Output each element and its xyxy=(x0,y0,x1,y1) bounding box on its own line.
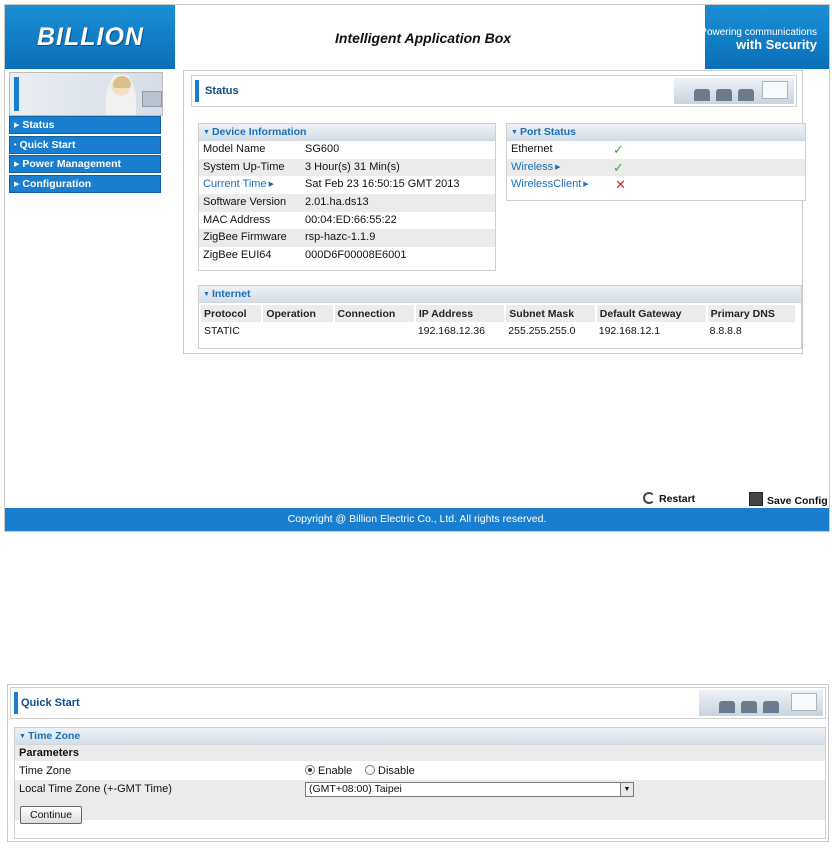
col-ip-address: IP Address xyxy=(415,305,505,322)
info-row-zigbee-firmware xyxy=(199,229,495,247)
tagline-line2: with Security xyxy=(736,37,817,52)
caret-right-icon: ▶ xyxy=(555,163,561,171)
window-shape xyxy=(762,81,788,99)
copyright-text: Copyright @ Billion Electric Co., Ltd. All rights reserved. xyxy=(287,513,547,525)
table-row xyxy=(201,322,796,339)
local-time-zone-value: (GMT+08:00) Taipei xyxy=(309,783,402,795)
col-subnet-mask: Subnet Mask xyxy=(505,305,595,322)
floppy-disk-icon xyxy=(749,492,763,506)
caret-down-icon: ▼ xyxy=(203,129,210,136)
continue-button[interactable]: Continue xyxy=(20,806,82,824)
chair-shape xyxy=(716,89,732,101)
info-value: 2.01.ha.ds13 xyxy=(305,196,369,209)
cell-primary-dns: 8.8.8.8 xyxy=(709,324,742,337)
header-arc-left xyxy=(155,5,217,69)
sidebar-item-label: Status xyxy=(22,119,55,131)
device-info-heading[interactable] xyxy=(199,124,495,141)
wireless-client-link-label: WirelessClient xyxy=(511,178,582,191)
internet-table xyxy=(201,305,797,339)
local-time-zone-select[interactable] xyxy=(305,782,634,797)
cell-subnet-mask: 255.255.255.0 xyxy=(508,324,576,337)
info-value: Sat Feb 23 16:50:15 GMT 2013 xyxy=(305,178,460,191)
info-row-uptime xyxy=(199,159,495,177)
time-zone-heading-label: Time Zone xyxy=(27,730,81,742)
info-value: 00:04:ED:66:55:22 xyxy=(305,213,397,226)
sidebar-item-label: Quick Start xyxy=(19,138,76,151)
sidebar-item-label: Power Management xyxy=(22,158,121,170)
monitor-image xyxy=(142,91,162,107)
info-value: rsp-hazc-1.1.9 xyxy=(305,231,376,244)
port-status-heading-label: Port Status xyxy=(519,126,576,138)
col-connection: Connection xyxy=(334,305,415,322)
cross-icon: ✕ xyxy=(615,177,626,193)
sidebar-item-label: Configuration xyxy=(22,177,92,190)
caret-right-icon: ▶ xyxy=(268,181,274,189)
info-row-current-time xyxy=(199,176,495,194)
port-status-section xyxy=(506,123,806,201)
port-row-ethernet xyxy=(507,141,805,159)
internet-heading[interactable] xyxy=(199,286,801,303)
tagline-line1: Powering communications xyxy=(700,27,817,38)
page-title: Status xyxy=(205,85,239,97)
quick-start-title-bar xyxy=(10,687,826,719)
time-zone-row xyxy=(15,762,825,780)
disable-label: Disable xyxy=(378,765,415,777)
time-zone-section xyxy=(14,727,826,839)
port-key: Ethernet xyxy=(511,143,553,155)
radio-unselected-icon xyxy=(365,765,375,775)
parameters-heading: Parameters xyxy=(15,745,825,762)
restart-icon xyxy=(643,492,655,504)
sidebar-item-configuration[interactable] xyxy=(9,175,161,193)
office-banner-image xyxy=(674,78,794,104)
save-config-label: Save Config xyxy=(767,495,828,507)
port-row-wireless xyxy=(507,159,805,177)
title-accent-bar xyxy=(195,80,199,102)
restart-button[interactable] xyxy=(643,492,695,505)
sidebar-item-power-management[interactable] xyxy=(9,155,161,173)
chair-shape xyxy=(763,701,779,713)
enable-radio-option[interactable] xyxy=(305,762,352,780)
local-time-zone-label: Local Time Zone (+-GMT Time) xyxy=(19,783,172,795)
cell-ip-address: 192.168.12.36 xyxy=(417,324,485,337)
device-info-heading-label: Device Information xyxy=(211,126,307,138)
info-key: Software Version xyxy=(203,196,287,209)
info-key: Model Name xyxy=(203,143,266,155)
office-banner-image xyxy=(699,690,823,716)
cell-connection xyxy=(334,322,415,339)
tagline xyxy=(700,27,817,51)
quick-start-window xyxy=(7,684,829,842)
time-zone-heading[interactable] xyxy=(15,728,825,745)
restart-label: Restart xyxy=(659,493,696,505)
radio-selected-icon xyxy=(305,765,315,775)
billion-logo: BILLION xyxy=(37,23,144,51)
local-time-zone-row xyxy=(15,780,825,798)
wireless-link[interactable] xyxy=(511,159,561,177)
caret-down-icon: ▼ xyxy=(203,291,210,298)
info-value: SG600 xyxy=(305,143,340,155)
device-info-section xyxy=(198,123,496,271)
chair-shape xyxy=(694,89,710,101)
chair-shape xyxy=(741,701,757,713)
photo-accent-bar xyxy=(14,77,19,111)
disable-radio-option[interactable] xyxy=(365,762,415,780)
wireless-link-label: Wireless xyxy=(511,160,554,173)
caret-right-icon: ▶ xyxy=(14,180,20,188)
bullet-icon: • xyxy=(14,141,17,149)
info-key: System Up-Time xyxy=(203,160,285,173)
status-window xyxy=(4,4,830,532)
internet-section xyxy=(198,285,802,349)
cell-protocol: STATIC xyxy=(204,324,240,337)
cell-operation xyxy=(262,322,333,339)
current-time-link[interactable] xyxy=(203,176,274,194)
quick-start-title: Quick Start xyxy=(21,697,80,709)
info-key: ZigBee EUI64 xyxy=(203,249,272,262)
person-hair xyxy=(113,76,131,88)
sidebar-item-quick-start[interactable] xyxy=(9,136,161,154)
info-value: 3 Hour(s) 31 Min(s) xyxy=(305,160,400,173)
check-icon: ✓ xyxy=(613,142,624,157)
footer-bar xyxy=(5,508,829,531)
info-row-zigbee-eui64 xyxy=(199,247,495,265)
info-row-mac xyxy=(199,212,495,230)
save-config-button[interactable] xyxy=(749,492,828,507)
sidebar-item-status[interactable] xyxy=(9,116,161,134)
info-row-software xyxy=(199,194,495,212)
title-accent-bar xyxy=(14,692,18,714)
caret-down-icon: ▼ xyxy=(19,733,26,740)
chair-shape xyxy=(719,701,735,713)
cell-default-gateway: 192.168.12.1 xyxy=(598,324,661,337)
col-operation: Operation xyxy=(262,305,333,322)
caret-down-icon: ▼ xyxy=(511,129,518,136)
table-header-row xyxy=(201,305,796,322)
info-value: 000D6F00008E6001 xyxy=(305,249,407,262)
window-shape xyxy=(791,693,817,711)
sidebar-photo xyxy=(9,72,163,116)
status-content xyxy=(183,70,803,354)
sidebar-nav xyxy=(9,116,161,194)
chevron-down-icon: ▼ xyxy=(620,783,633,796)
col-default-gateway: Default Gateway xyxy=(596,305,707,322)
current-time-link-label: Current Time xyxy=(203,178,267,191)
info-row-model xyxy=(199,141,495,159)
col-primary-dns: Primary DNS xyxy=(707,305,796,322)
info-key: MAC Address xyxy=(203,213,271,226)
port-status-heading[interactable] xyxy=(507,124,805,141)
info-key: ZigBee Firmware xyxy=(203,231,287,244)
header-banner xyxy=(5,5,829,69)
page-title-bar xyxy=(191,75,797,107)
enable-label: Enable xyxy=(318,765,353,777)
app-title: Intelligent Application Box xyxy=(335,30,512,46)
caret-right-icon: ▶ xyxy=(14,122,20,129)
internet-heading-label: Internet xyxy=(211,288,251,300)
time-zone-label: Time Zone xyxy=(19,765,72,777)
continue-row xyxy=(15,798,825,820)
port-row-wireless-client xyxy=(507,176,805,194)
wireless-client-link[interactable] xyxy=(511,176,589,194)
col-protocol: Protocol xyxy=(201,305,262,322)
caret-right-icon: ▶ xyxy=(583,181,589,189)
caret-right-icon: ▶ xyxy=(14,161,20,168)
check-icon: ✓ xyxy=(613,159,624,175)
chair-shape xyxy=(738,89,754,101)
